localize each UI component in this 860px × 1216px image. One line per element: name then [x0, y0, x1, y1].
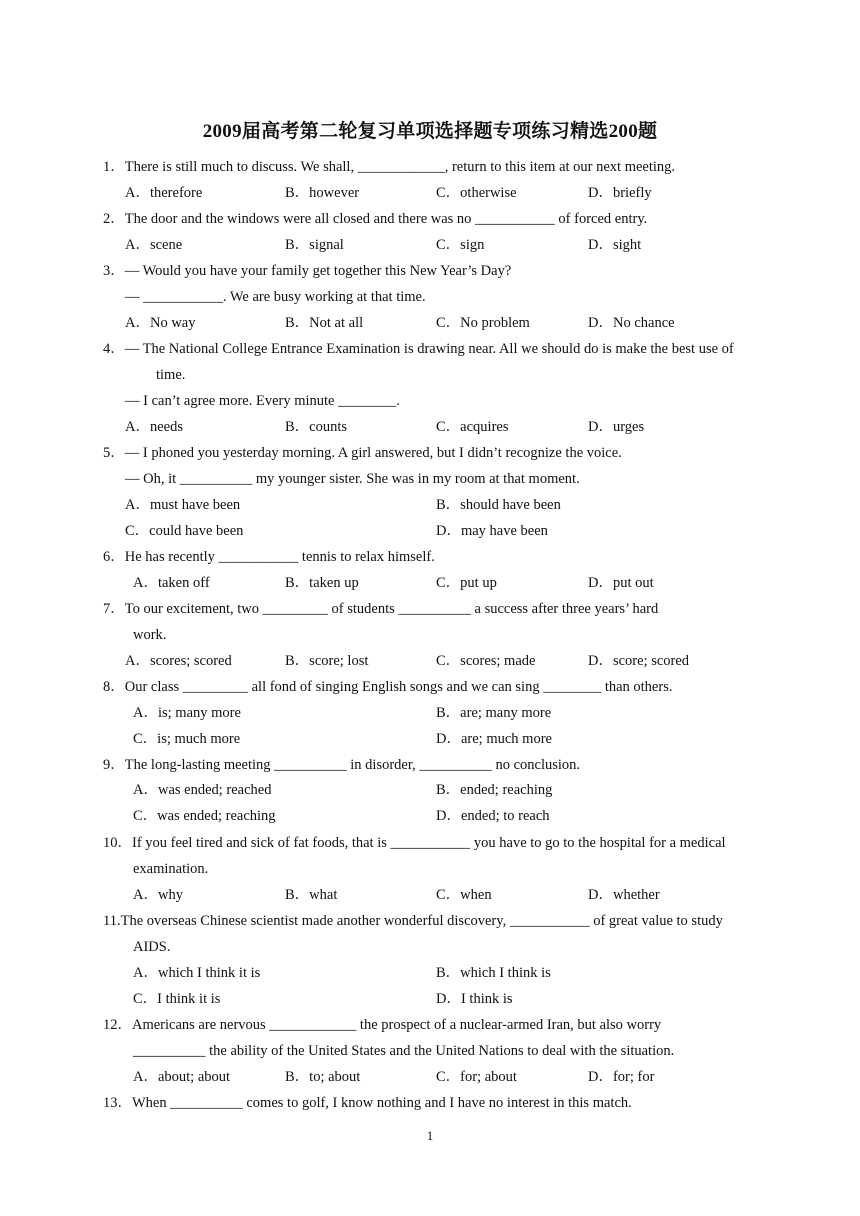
question-text: He has recently ___________ tennis to relax himself. — [124, 549, 435, 565]
question-text-line — [133, 622, 166, 648]
answer-option: A．scores; scored — [125, 653, 232, 669]
answer-option: C．is; much more — [133, 731, 241, 747]
question-text-line — [133, 1038, 674, 1064]
question-number: 8． — [103, 679, 125, 695]
question-text: When __________ comes to golf, I know nothing and I have no interest in this match. — [132, 1095, 632, 1111]
question-text-line — [156, 362, 185, 388]
question-text: The door and the windows were all closed and there was no ___________ of forced entry. — [124, 211, 648, 227]
question-number: 2． — [103, 211, 125, 227]
answer-option: B．score; lost — [285, 653, 369, 669]
question-number: 7． — [103, 601, 125, 617]
page-number: 1 — [426, 1128, 434, 1143]
answer-option: A．which I think it is — [133, 965, 261, 981]
question-text: The overseas Chinese scientist made another wonderful discovery, ___________ of great value to study — [120, 913, 723, 929]
question-number: 5． — [103, 445, 125, 461]
question-text-line — [125, 388, 400, 414]
question-text: time. — [156, 367, 186, 383]
question-text: AIDS. — [133, 939, 171, 955]
question-text: — I phoned you yesterday morning. A girl answered, but I didn’t recognize the voice. — [124, 445, 622, 461]
answer-option: B．ended; reaching — [436, 782, 553, 798]
answer-option: A．was ended; reached — [133, 782, 272, 798]
answer-option: D．put out — [588, 575, 654, 591]
question-number: 1． — [103, 159, 125, 175]
answer-option: C．was ended; reaching — [133, 808, 276, 824]
answer-option: B．are; many more — [436, 705, 552, 721]
question-number: 13． — [103, 1095, 132, 1111]
answer-option: A．needs — [125, 419, 183, 435]
answer-option: B．what — [285, 887, 338, 903]
question-text-line — [125, 466, 580, 492]
question-text: To our excitement, two _________ of students __________ a success after three years’ hard — [124, 601, 659, 617]
question-text: — Oh, it __________ my younger sister. She was in my room at that moment. — [125, 471, 580, 487]
question-text: work. — [133, 627, 167, 643]
answer-option: A．scene — [125, 237, 183, 253]
page-title: 2009届高考第二轮复习单项选择题专项练习精选200题 — [202, 121, 658, 142]
answer-option: B．to; about — [285, 1069, 361, 1085]
question-number: 9． — [103, 757, 125, 773]
question-text: — The National College Entrance Examination is drawing near. All we should do is make the best use of — [124, 341, 734, 357]
answer-option: C．I think it is — [133, 991, 221, 1007]
question-text: — I can’t agree more. Every minute ________. — [125, 393, 400, 409]
answer-option: C．when — [436, 887, 492, 903]
answer-option: B．however — [285, 185, 360, 201]
question-text: — Would you have your family get together this New Year’s Day? — [124, 263, 512, 279]
answer-option: D．may have been — [436, 523, 548, 539]
answer-option: D．for; for — [588, 1069, 655, 1085]
answer-option: C．No problem — [436, 315, 530, 331]
answer-option: D．score; scored — [588, 653, 690, 669]
question-text-line — [103, 206, 647, 232]
question-number: 12． — [103, 1017, 132, 1033]
question-text-line — [103, 544, 435, 570]
question-text-line — [103, 258, 511, 284]
answer-option: C．otherwise — [436, 185, 517, 201]
question-text: There is still much to discuss. We shall, ____________, return to this item at our next meeting. — [124, 159, 676, 175]
answer-option: B．counts — [285, 419, 348, 435]
question-text: __________ the ability of the United States and the United Nations to deal with the situation. — [133, 1043, 675, 1059]
answer-option: A．taken off — [133, 575, 210, 591]
answer-option: C．sign — [436, 237, 485, 253]
answer-option: D．urges — [588, 419, 645, 435]
answer-option: B．signal — [285, 237, 344, 253]
question-text-line — [103, 830, 726, 856]
question-text-line — [103, 752, 580, 778]
question-text: Our class _________ all fond of singing English songs and we can sing ________ than others. — [124, 679, 673, 695]
answer-option: C．scores; made — [436, 653, 536, 669]
question-text-line — [103, 1090, 632, 1116]
answer-option: D．whether — [588, 887, 660, 903]
question-number: 6． — [103, 549, 125, 565]
answer-option: B．should have been — [436, 497, 561, 513]
answer-option: D．No chance — [588, 315, 675, 331]
answer-option: A．is; many more — [133, 705, 241, 721]
answer-option: C．put up — [436, 575, 497, 591]
question-text: The long-lasting meeting __________ in disorder, __________ no conclusion. — [124, 757, 581, 773]
answer-option: D．I think is — [436, 991, 513, 1007]
question-number: 4． — [103, 341, 125, 357]
answer-option: C．acquires — [436, 419, 509, 435]
answer-option: A．must have been — [125, 497, 241, 513]
question-text-line — [125, 284, 426, 310]
question-text: examination. — [133, 861, 209, 877]
answer-option: A．therefore — [125, 185, 203, 201]
answer-option: A．about; about — [133, 1069, 231, 1085]
question-text-line — [103, 596, 658, 622]
answer-option: B．taken up — [285, 575, 359, 591]
question-text: — ___________. We are busy working at that time. — [125, 289, 426, 305]
answer-option: B．Not at all — [285, 315, 364, 331]
question-text-line — [103, 440, 622, 466]
question-text-line — [103, 1012, 661, 1038]
answer-option: D．are; much more — [436, 731, 552, 747]
question-text: If you feel tired and sick of fat foods, that is ___________ you have to go to the hospital for a medical — [132, 835, 726, 851]
answer-option: D．sight — [588, 237, 642, 253]
question-text: Americans are nervous ____________ the prospect of a nuclear-armed Iran, but also worry — [132, 1017, 662, 1033]
question-number: 11. — [103, 913, 121, 929]
question-text-line — [103, 336, 734, 362]
question-text-line — [103, 908, 723, 934]
answer-option: D．briefly — [588, 185, 652, 201]
answer-option: A．No way — [125, 315, 196, 331]
answer-option: C．for; about — [436, 1069, 517, 1085]
answer-option: D．ended; to reach — [436, 808, 550, 824]
question-text-line — [133, 934, 170, 960]
question-number: 3． — [103, 263, 125, 279]
answer-option: A．why — [133, 887, 183, 903]
question-text-line — [133, 856, 208, 882]
question-number: 10． — [103, 835, 132, 851]
answer-option: B．which I think is — [436, 965, 551, 981]
question-text-line — [103, 154, 675, 180]
answer-option: C．could have been — [125, 523, 244, 539]
question-text-line — [103, 674, 672, 700]
